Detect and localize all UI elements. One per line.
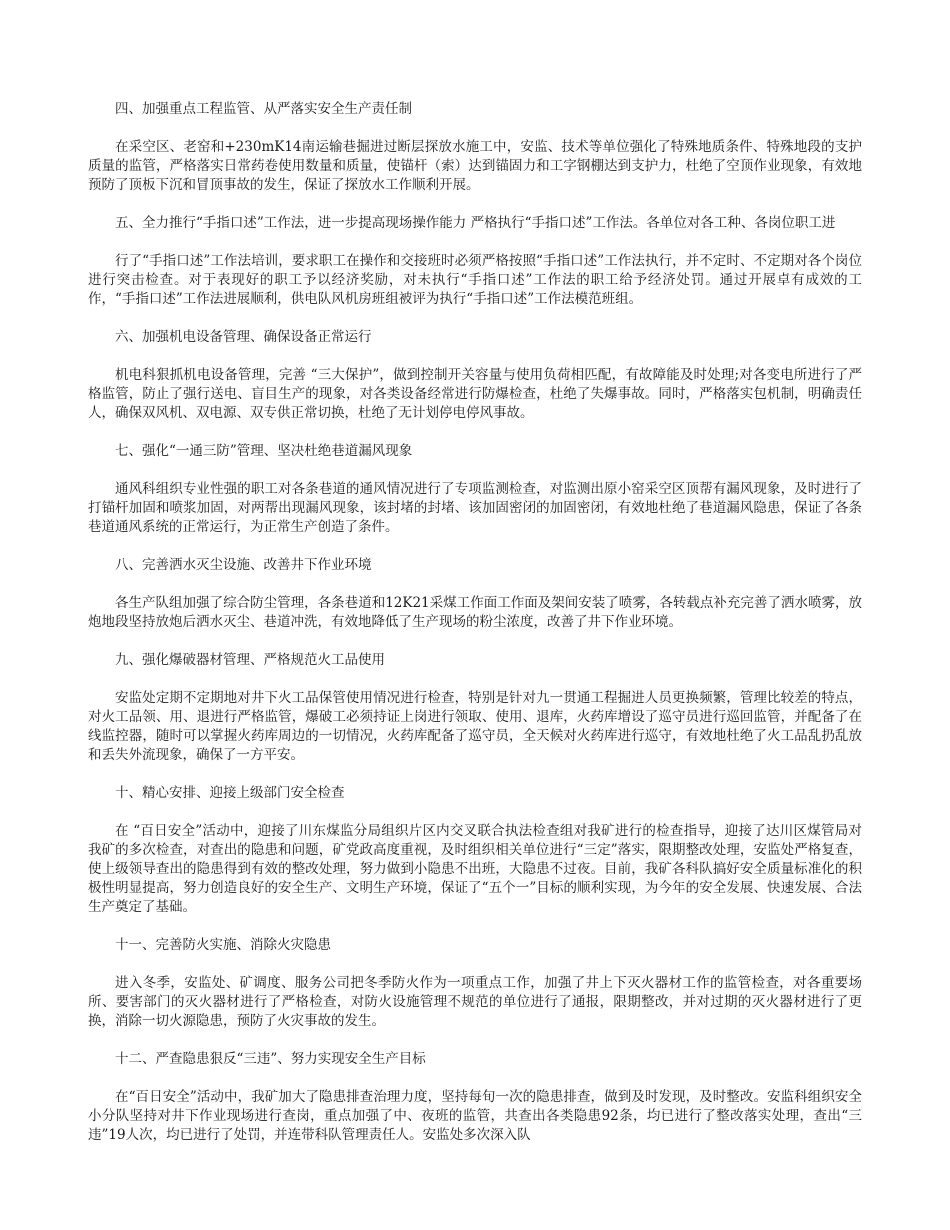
- paragraph-section-5-body: 行了“手指口述”工作法培训，要求职工在操作和交接班时必须严格按照“手指口述”工作法执行，并不定时、不定期对各个岗位进行突击检查。对于表现好的职工予以经济奖励，对未执行“手指口述”工作法的职工给予经济处罚。通过开展卓有成效的工作，“手指口述”工作法进展顺利，供电队风机房班组被评为执行“手指口述”工作法模范班组。: [88, 253, 862, 307]
- paragraph-section-8: 各生产队组加强了综合防尘管理，各条巷道和12K21采煤工作面工作面及架间安装了喷雾，各转载点补充完善了洒水喷雾，放炮地段坚持放炮后洒水灭尘、巷道冲洗，有效地降低了生产现场的粉尘浓度，改善了井下作业环境。: [88, 595, 862, 630]
- paragraph-section-11: 进入冬季，安监处、矿调度、服务公司把冬季防火作为一项重点工作，加强了井上下灭火器材工作的监管检查，对各重要场所、要害部门的灭火器材进行了严格检查，对防火设施管理不规范的单位进行了通报，限期整改，并对过期的灭火器材进行了更换，消除一切火源隐患，预防了火灾事故的发生。: [88, 975, 862, 1029]
- paragraph-section-6: 机电科狠抓机电设备管理，完善 “三大保护”，做到控制开关容量与使用负荷相匹配，有故障能及时处理;对各变电所进行了严格监管，防止了强行送电、盲目生产的现象，对各类设备经常进行防爆检查，杜绝了失爆事故。同时，严格落实包机制，明确责任人，确保双风机、双电源、双专供正常切换，杜绝了无计划停电停风事故。: [88, 367, 862, 421]
- heading-section-4: 四、加强重点工程监管、从严落实安全生产责任制: [115, 101, 412, 117]
- heading-section-6: 六、加强机电设备管理、确保设备正常运行: [115, 329, 372, 345]
- heading-section-10: 十、精心安排、迎接上级部门安全检查: [115, 785, 345, 801]
- heading-section-12: 十二、严查隐患狠反“三违”、努力实现安全生产目标: [115, 1051, 426, 1067]
- heading-section-11: 十一、完善防火实施、消除火灾隐患: [115, 937, 331, 953]
- heading-section-9: 九、强化爆破器材管理、严格规范火工品使用: [115, 652, 385, 668]
- heading-section-7: 七、强化“一通三防”管理、坚决杜绝巷道漏风现象: [115, 443, 413, 459]
- paragraph-section-10: 在 “百日安全”活动中，迎接了川东煤监分局组织片区内交叉联合执法检查组对我矿进行的检查指导，迎接了达川区煤管局对我矿的多次检查，对查出的隐患和问题，矿党政高度重视，及时组织相关单位进行“三定”落实，限期整改处理，安监处严格复查，使上级领导查出的隐患得到有效的整改处理，努力做到小隐患不出班，大隐患不过夜。目前，我矿各科队搞好安全质量标准化的积极性明显提高，努力创造良好的安全生产、文明生产环境，保证了“五个一”目标的顺利实现，为今年的安全发展、快速发展、合法生产奠定了基础。: [88, 823, 862, 915]
- heading-section-8: 八、完善洒水灭尘设施、改善井下作业环境: [115, 557, 372, 573]
- paragraph-section-5-intro: 五、全力推行“手指口述”工作法，进一步提高现场操作能力 严格执行“手指口述”工作法。各单位对各工种、各岗位职工进: [115, 215, 836, 231]
- paragraph-section-4: 在采空区、老窑和+230mK14南运输巷掘进过断层探放水施工中，安监、技术等单位强化了特殊地质条件、特殊地段的支护质量的监管，严格落实日常药卷使用数量和质量，使锚杆（索）达到锚固力和工字钢棚达到支护力，杜绝了空顶作业现象，有效地预防了顶板下沉和冒顶事故的发生，保证了探放水工作顺利开展。: [88, 139, 862, 193]
- paragraph-section-7: 通风科组织专业性强的职工对各条巷道的通风情况进行了专项监测检查，对监测出原小窑采空区顶帮有漏风现象，及时进行了打锚杆加固和喷浆加固，对两帮出现漏风现象，该封堵的封堵、该加固密闭的加固密闭，有效地杜绝了巷道漏风隐患，保证了各条巷道通风系统的正常运行，为正常生产创造了条件。: [88, 481, 862, 535]
- paragraph-section-9: 安监处定期不定期地对井下火工品保管使用情况进行检查，特别是针对九一贯通工程掘进人员更换频繁，管理比较差的特点，对火工品领、用、退进行严格监管，爆破工必须持证上岗进行领取、使用、退库，火药库增设了巡守员进行巡回监管，并配备了在线监控器，随时可以掌握火药库周边的一切情况，火药库配备了巡守员，全天候对火药库进行巡守，有效地杜绝了火工品乱扔乱放和丢失外流现象，确保了一方平安。: [88, 690, 862, 763]
- paragraph-section-12: 在“百日安全”活动中，我矿加大了隐患排查治理力度，坚持每旬一次的隐患排查，做到及时发现，及时整改。安监科组织安全小分队坚持对井下作业现场进行查岗，重点加强了中、夜班的监管，共查出各类隐患92条，均已进行了整改落实处理，查出“三违”19人次，均已进行了处罚，并连带科队管理责任人。安监处多次深入队: [88, 1089, 862, 1143]
